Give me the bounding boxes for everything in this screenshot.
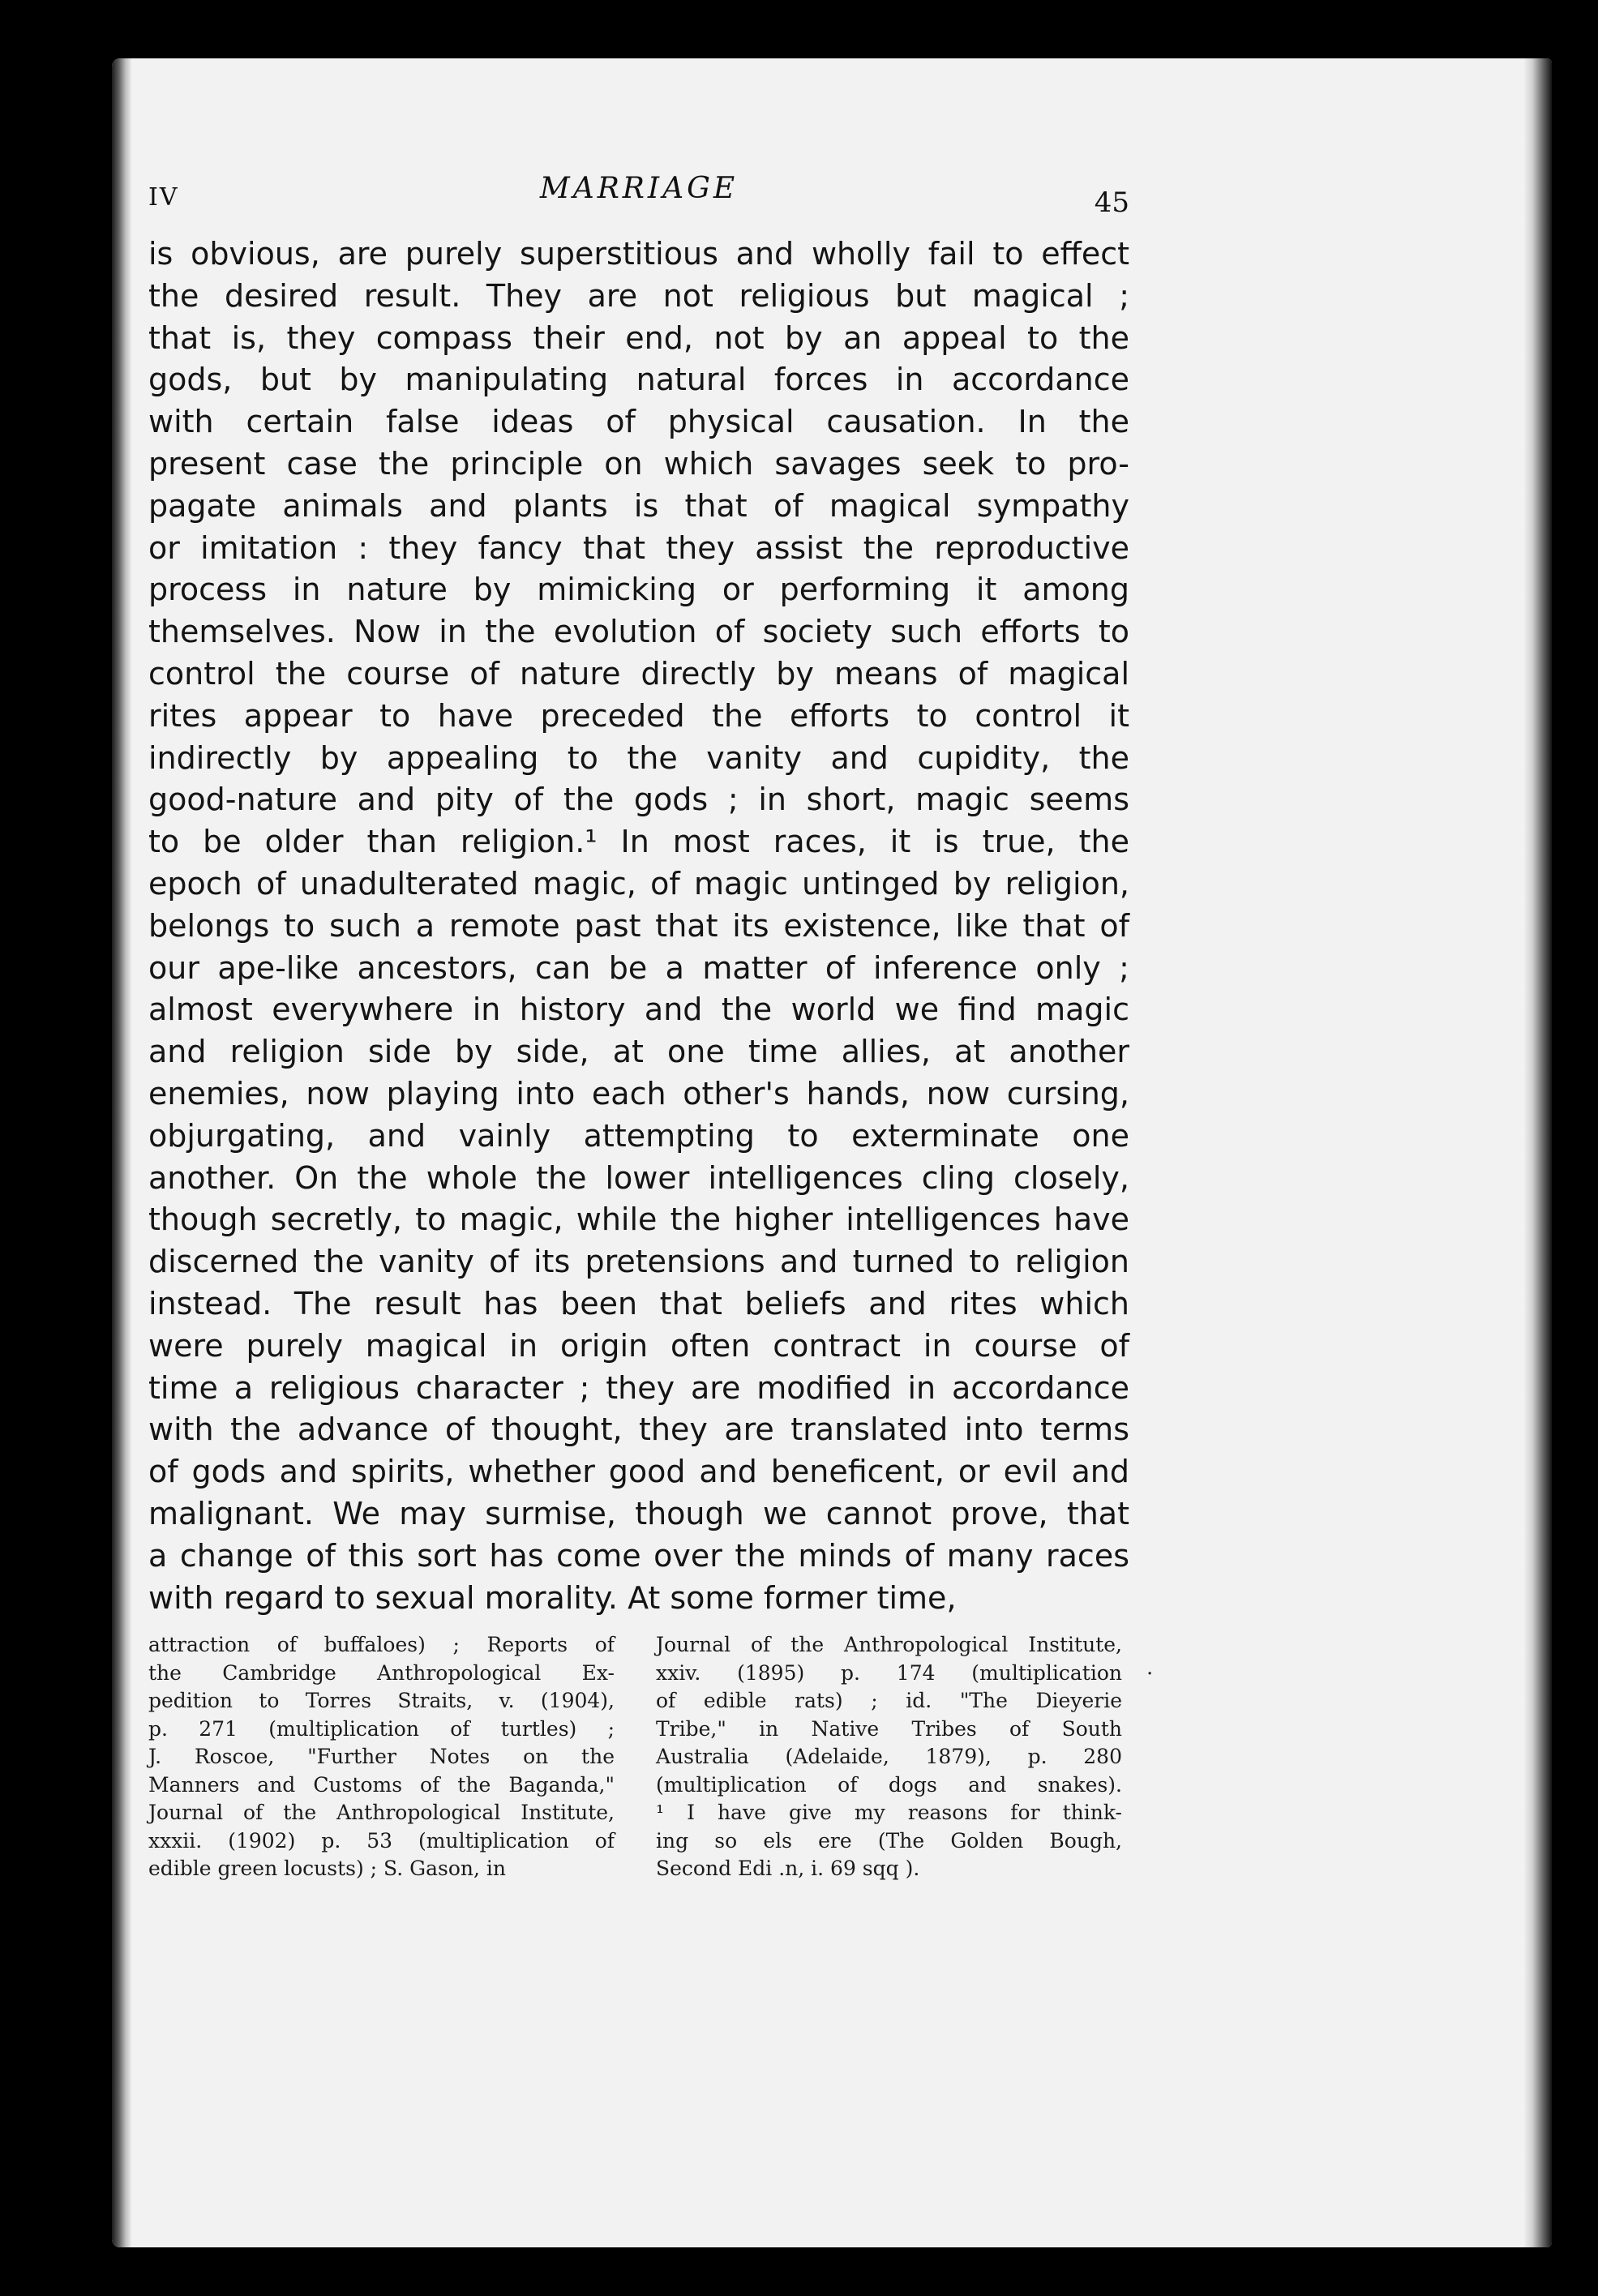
text-line: themselves. Now in the evolution of society such efforts to [148,614,1129,650]
footnotes-left-column [148,1631,615,1883]
footnote-line: Journal of the Anthropological Institute, [148,1801,615,1824]
footnote-line: xxxii. (1902) p. 53 (multiplication of [148,1828,615,1853]
footnote-line: of edible rats) ; id. "The Dieyerie [656,1689,1122,1712]
footnote-line: Second Edi .n, i. 69 sqq ). [656,1857,920,1880]
text-line: of gods and spirits, whether good and beneficent, or evil and [148,1454,1129,1490]
stray-mark: . [1146,1656,1154,1680]
text-line: with regard to sexual morality. At some former time, [148,1579,957,1616]
text-line: instead. The result has been that beliefs and rites which [148,1285,1129,1321]
footnotes-right-column [656,1631,1122,1883]
text-line: another. On the whole the lower intelligences cling closely, [148,1159,1129,1196]
footnote-line: Australia (Adelaide, 1879), p. 280 [656,1745,1122,1768]
text-line: epoch of unadulterated magic, of magic untinged by religion, [148,865,1129,902]
footnote-line: xxiv. (1895) p. 174 (multiplication [656,1660,1122,1685]
text-line: the desired result. They are not religious but magical ; [148,277,1129,314]
text-line: good-nature and pity of the gods ; in short, magic seems [148,782,1129,818]
footnote-line: edible green locusts) ; S. Gason, in [148,1857,507,1880]
footnote-line: attraction of buffaloes) ; Reports of [148,1633,615,1656]
text-line: enemies, now playing into each other's hands, now cursing, [148,1075,1129,1112]
text-line: almost everywhere in history and the world we find magic [148,992,1129,1028]
text-line: present case the principle on which savages seek to pro- [148,445,1129,482]
running-head [148,172,1129,221]
text-line: belongs to such a remote past that its existence, like that of [148,907,1129,944]
running-title: MARRIAGE [539,172,739,205]
footnote-line: ing so els ere (The Golden Bough, [656,1828,1122,1853]
page-number: 45 [1094,186,1129,219]
text-line: with the advance of thought, they are translated into terms [148,1411,1129,1448]
text-line: were purely magical in origin often contract in course of [148,1327,1129,1364]
text-line: control the course of nature directly by means of magical [148,655,1129,692]
text-line: process in nature by mimicking or performing it among [148,572,1129,608]
text-line: with certain false ideas of physical causation. In the [148,404,1129,440]
main-text [148,233,1129,1619]
text-line: objurgating, and vainly attempting to exterminate one [148,1117,1129,1154]
text-line: our ape-like ancestors, can be a matter of inference only ; [148,949,1129,986]
text-line: indirectly by appealing to the vanity and cupidity, the [148,739,1129,776]
text-line: that is, they compass their end, not by an appeal to the [148,319,1129,356]
text-line: gods, but by manipulating natural forces in accordance [148,362,1129,398]
text-line: and religion side by side, at one time allies, at another [148,1034,1129,1070]
text-line: malignant. We may surmise, though we cannot prove, that [148,1495,1129,1531]
text-line: rites appear to have preceded the efforts to control it [148,697,1129,734]
text-line: pagate animals and plants is that of magical sympathy [148,487,1129,524]
chapter-number: IV [148,183,179,212]
footnote-line: Manners and Customs of the Baganda," [148,1772,615,1797]
footnote-line: Tribe," in Native Tribes of South [656,1716,1122,1741]
text-line: though secretly, to magic, while the higher intelligences have [148,1202,1129,1238]
footnote-line: the Cambridge Anthropological Ex- [148,1660,615,1685]
text-line: a change of this sort has come over the minds of many races [148,1537,1129,1574]
footnote-line: pedition to Torres Straits, v. (1904), [148,1689,615,1712]
footnote-line: Journal of the Anthropological Institute, [656,1633,1122,1656]
footnote-line: p. 271 (multiplication of turtles) ; [148,1716,615,1741]
text-line: time a religious character ; they are modified in accordance [148,1369,1129,1406]
footnote-line: (multiplication of dogs and snakes). [656,1772,1122,1797]
text-line: to be older than religion.¹ In most races, it is true, the [148,824,1129,860]
text-line: discerned the vanity of its pretensions and turned to religion [148,1244,1129,1280]
page-spine-shadow [112,58,131,2247]
footnote-line: ¹ I have give my reasons for think- [656,1801,1122,1824]
text-line: or imitation : they fancy that they assist the reproductive [148,529,1129,566]
text-line: is obvious, are purely superstitious and wholly fail to effect [148,236,1129,272]
page-edge-shadow [1524,58,1552,2247]
footnote-line: J. Roscoe, "Further Notes on the [148,1745,615,1768]
